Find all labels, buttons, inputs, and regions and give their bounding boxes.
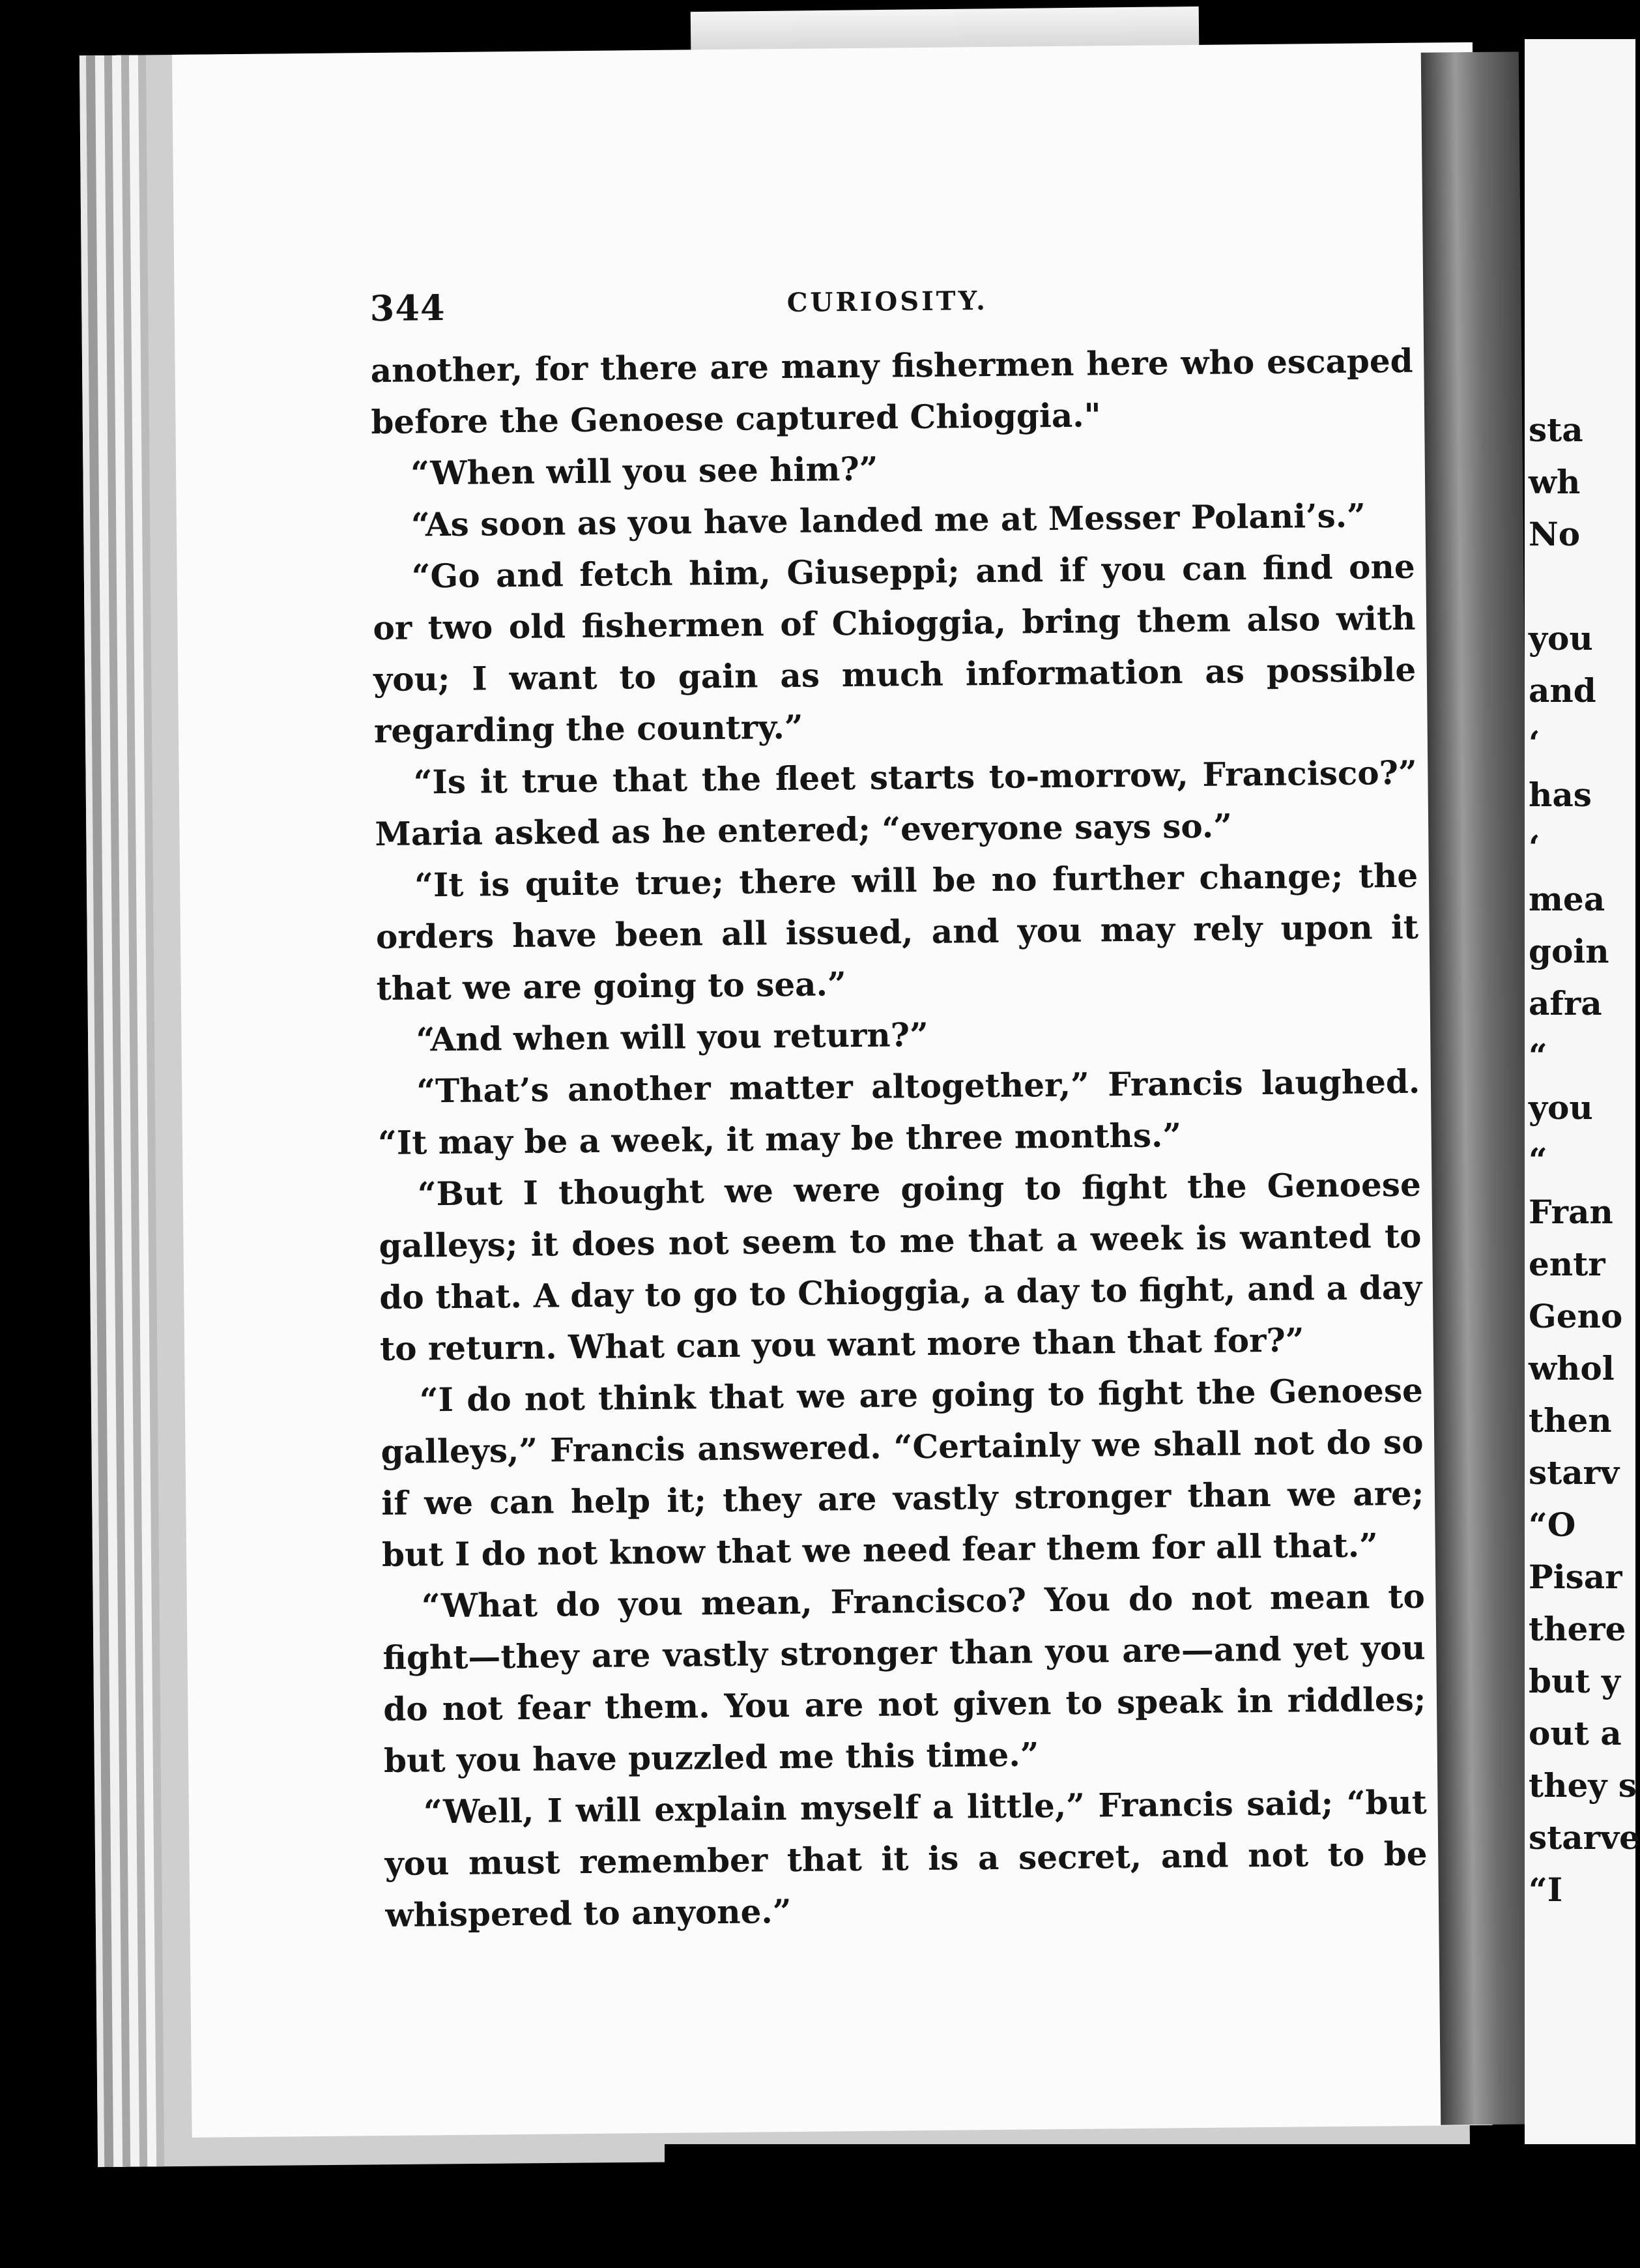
paragraph: “It is quite true; there will be no further change; the orders have been all issued, and you may rely upon it that we are going to sea.” <box>375 856 1419 1008</box>
running-head: CURIOSITY. <box>786 285 988 318</box>
next-page-fragment: ‘ <box>1529 828 1540 866</box>
next-page-fragment: Geno <box>1529 1297 1623 1335</box>
next-page-fragment: “I <box>1529 1870 1563 1909</box>
book-page <box>172 42 1493 2138</box>
next-page-fragment: ‘ <box>1529 723 1540 762</box>
next-page-edge <box>1525 39 1640 2164</box>
body-text <box>370 335 1428 1941</box>
next-page-fragment: Pisar <box>1529 1558 1622 1596</box>
paragraph: “That’s another matter altogether,” Francis laughed. “It may be a week, it may be three months.” <box>377 1062 1420 1163</box>
next-page-fragment: starve <box>1529 1818 1640 1857</box>
next-page-fragment: but y <box>1529 1662 1620 1700</box>
paragraph: another, for there are many fishermen here who escaped before the Genoese captured Chioggia." <box>370 341 1413 442</box>
bottom-shadow <box>665 2144 1635 2268</box>
next-page-fragment: wh <box>1529 463 1581 501</box>
next-page-fragment: out a <box>1529 1714 1622 1752</box>
paragraph: “Well, I will explain myself a little,” Francis said; “but you must remember that it is a secret, and not to be whispered to anyone.” <box>384 1782 1428 1934</box>
next-page-fragment: and <box>1529 671 1596 710</box>
book-gutter <box>1421 51 1539 2125</box>
next-page-fragment: mea <box>1529 880 1605 918</box>
paragraph: “When will you see him?” <box>410 449 878 493</box>
paragraph: “As soon as you have landed me at Messer Polani’s.” <box>410 496 1366 544</box>
next-page-fragment: “O <box>1529 1505 1576 1544</box>
next-page-fragment: there <box>1529 1610 1626 1648</box>
next-page-fragment: entr <box>1529 1245 1605 1283</box>
next-page-fragment: whol <box>1529 1349 1615 1388</box>
next-page-fragment: afra <box>1529 984 1602 1023</box>
top-flap <box>691 7 1200 51</box>
next-page-fragment: they s <box>1529 1766 1637 1805</box>
paragraph: “I do not think that we are going to fight the Genoese galleys,” Francis answered. “Certainly we shall not do so if we can help it; they are vastly stronger than we are; but I do not know that we need fear them for all that.” <box>381 1371 1424 1575</box>
paragraph: “Is it true that the fleet starts to-morrow, Francisco?” Maria asked as he entered; “everyone says so.” <box>375 753 1417 854</box>
next-page-fragment: sta <box>1529 411 1583 449</box>
next-page-fragment: you <box>1529 1088 1593 1127</box>
next-page-fragment: No <box>1529 515 1581 553</box>
page-header <box>369 278 1413 333</box>
next-page-fragment: “ <box>1529 1141 1547 1179</box>
page-content <box>367 43 1428 1941</box>
paragraph: “What do you mean, Francisco? You do not mean to fight—they are vastly stronger than you are—and yet you do not fear them. You are not given to speak in riddles; but you have puzzled me this time.” <box>382 1577 1426 1780</box>
next-page-fragment: you <box>1529 619 1593 658</box>
next-page-fragment: goin <box>1529 932 1609 970</box>
next-page-fragment: “ <box>1529 1036 1547 1075</box>
next-page-fragment: then <box>1529 1401 1612 1440</box>
paragraph: “And when will you return?” <box>416 1015 929 1059</box>
paragraph: “Go and fetch him, Giuseppi; and if you can find one or two old fishermen of Chioggia, bring them also with you; I want to gain as much information as possible regarding the country.” <box>373 547 1417 751</box>
next-page-fragment: has <box>1529 776 1592 814</box>
paragraph: “But I thought we were going to fight the Genoese galleys; it does not seem to me that a week is wanted to do that. A day to go to Chioggia, a day to fight, and a day to return. What can you want more than that for?” <box>379 1165 1422 1369</box>
page-number: 344 <box>369 286 446 330</box>
next-page-fragment: starv <box>1529 1453 1620 1492</box>
next-page-fragment: Fran <box>1529 1193 1613 1231</box>
